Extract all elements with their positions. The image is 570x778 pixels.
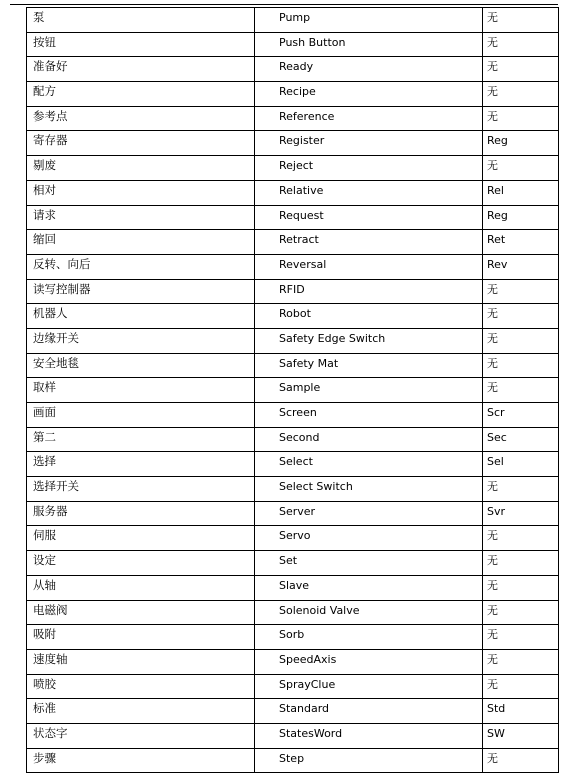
chinese-term-cell	[27, 8, 255, 33]
table-row	[27, 427, 559, 452]
english-term-cell	[255, 106, 483, 131]
table-row	[27, 353, 559, 378]
table-row	[27, 106, 559, 131]
english-term-cell-text: Sorb	[279, 628, 305, 642]
english-term-cell-text: Reversal	[279, 257, 327, 271]
english-term-cell	[255, 551, 483, 576]
table-row	[27, 501, 559, 526]
chinese-term-cell-text: 反转、向后	[33, 256, 91, 271]
english-term-cell-text: Retract	[279, 233, 319, 247]
chinese-term-cell	[27, 526, 255, 551]
abbreviation-cell-text: 无	[487, 381, 498, 395]
chinese-term-cell-text: 从轴	[33, 577, 56, 592]
abbreviation-cell	[483, 723, 559, 748]
english-term-cell-text: Reject	[279, 159, 314, 173]
chinese-term-cell	[27, 600, 255, 625]
chinese-term-cell-text: 第二	[33, 429, 56, 444]
header-rule	[10, 4, 558, 5]
chinese-term-cell-text: 吸附	[33, 627, 56, 642]
english-term-cell-text: Push Button	[279, 35, 346, 49]
chinese-term-cell-text: 请求	[33, 207, 56, 222]
english-term-cell-text: Solenoid Valve	[279, 603, 360, 617]
chinese-term-cell	[27, 674, 255, 699]
chinese-term-cell	[27, 205, 255, 230]
table-row	[27, 674, 559, 699]
chinese-term-cell	[27, 156, 255, 181]
abbreviation-cell-text: Reg	[487, 208, 508, 222]
table-row	[27, 526, 559, 551]
abbreviation-cell	[483, 180, 559, 205]
table-row	[27, 551, 559, 576]
abbreviation-cell	[483, 106, 559, 131]
english-term-cell	[255, 353, 483, 378]
chinese-term-cell-text: 安全地毯	[33, 355, 79, 370]
abbreviation-cell-text: 无	[487, 480, 498, 494]
english-term-cell-text: SpeedAxis	[279, 652, 337, 666]
chinese-term-cell-text: 按钮	[33, 34, 56, 49]
abbreviation-cell	[483, 279, 559, 304]
abbreviation-cell	[483, 353, 559, 378]
chinese-term-cell	[27, 748, 255, 773]
abbreviation-cell	[483, 131, 559, 156]
english-term-cell	[255, 82, 483, 107]
chinese-term-cell	[27, 230, 255, 255]
abbreviation-cell	[483, 674, 559, 699]
abbreviation-cell-text: 无	[487, 307, 498, 321]
english-term-cell	[255, 8, 483, 33]
english-term-cell-text: Reference	[279, 109, 335, 123]
english-term-cell	[255, 625, 483, 650]
abbreviation-cell	[483, 230, 559, 255]
english-term-cell-text: Relative	[279, 183, 324, 197]
table-row	[27, 649, 559, 674]
abbreviation-cell	[483, 32, 559, 57]
english-term-cell	[255, 674, 483, 699]
abbreviation-cell-text: 无	[487, 60, 498, 74]
chinese-term-cell-text: 读写控制器	[33, 281, 91, 296]
abbreviation-cell-text: 无	[487, 652, 498, 666]
table-row	[27, 57, 559, 82]
abbreviation-cell-text: 无	[487, 356, 498, 370]
chinese-term-cell	[27, 575, 255, 600]
english-term-cell	[255, 279, 483, 304]
chinese-term-cell-text: 标准	[33, 701, 56, 716]
english-term-cell-text: Sample	[279, 381, 321, 395]
abbreviation-cell	[483, 501, 559, 526]
chinese-term-cell	[27, 378, 255, 403]
table-row	[27, 600, 559, 625]
english-term-cell	[255, 328, 483, 353]
abbreviation-cell-text: 无	[487, 677, 498, 691]
abbreviation-cell	[483, 551, 559, 576]
table-row	[27, 279, 559, 304]
english-term-cell-text: Set	[279, 554, 298, 568]
english-term-cell	[255, 501, 483, 526]
english-term-cell	[255, 723, 483, 748]
chinese-term-cell-text: 准备好	[33, 59, 68, 74]
terminology-table	[26, 7, 559, 773]
abbreviation-cell-text: 无	[487, 554, 498, 568]
table-row	[27, 205, 559, 230]
english-term-cell-text: Standard	[279, 702, 330, 716]
chinese-term-cell	[27, 131, 255, 156]
chinese-term-cell	[27, 106, 255, 131]
abbreviation-cell	[483, 82, 559, 107]
chinese-term-cell-text: 伺服	[33, 528, 56, 543]
english-term-cell-text: Select	[279, 455, 313, 469]
chinese-term-cell-text: 配方	[33, 84, 56, 99]
english-term-cell-text: SprayClue	[279, 677, 336, 691]
english-term-cell	[255, 427, 483, 452]
english-term-cell-text: RFID	[279, 282, 305, 296]
abbreviation-cell-text: Rev	[487, 257, 508, 271]
abbreviation-cell-text: Std	[487, 702, 506, 716]
abbreviation-cell-text: 无	[487, 109, 498, 123]
abbreviation-cell-text: 无	[487, 11, 498, 24]
chinese-term-cell	[27, 625, 255, 650]
table-row	[27, 156, 559, 181]
abbreviation-cell	[483, 452, 559, 477]
table-row	[27, 328, 559, 353]
chinese-term-cell	[27, 353, 255, 378]
english-term-cell-text: Slave	[279, 578, 310, 592]
chinese-term-cell-text: 寄存器	[33, 133, 68, 148]
chinese-term-cell	[27, 82, 255, 107]
abbreviation-cell-text: Rel	[487, 183, 504, 197]
abbreviation-cell	[483, 378, 559, 403]
table-row	[27, 723, 559, 748]
table-row	[27, 625, 559, 650]
chinese-term-cell-text: 机器人	[33, 306, 68, 321]
abbreviation-cell-text: Reg	[487, 134, 508, 148]
chinese-term-cell-text: 服务器	[33, 503, 68, 518]
chinese-term-cell	[27, 403, 255, 428]
abbreviation-cell	[483, 748, 559, 773]
english-term-cell	[255, 230, 483, 255]
abbreviation-cell	[483, 600, 559, 625]
abbreviation-cell	[483, 8, 559, 33]
english-term-cell-text: Request	[279, 208, 324, 222]
chinese-term-cell-text: 状态字	[33, 725, 68, 740]
abbreviation-cell-text: 无	[487, 159, 498, 173]
english-term-cell-text: Register	[279, 134, 325, 148]
english-term-cell-text: Screen	[279, 406, 317, 419]
english-term-cell	[255, 131, 483, 156]
chinese-term-cell	[27, 32, 255, 57]
abbreviation-cell	[483, 649, 559, 674]
english-term-cell	[255, 477, 483, 502]
english-term-cell	[255, 304, 483, 329]
english-term-cell-text: Robot	[279, 307, 311, 321]
abbreviation-cell	[483, 254, 559, 279]
chinese-term-cell	[27, 254, 255, 279]
english-term-cell-text: Server	[279, 504, 316, 518]
chinese-term-cell-text: 取样	[33, 380, 56, 395]
abbreviation-cell	[483, 156, 559, 181]
abbreviation-cell	[483, 403, 559, 428]
chinese-term-cell-text: 电磁阀	[33, 602, 68, 617]
abbreviation-cell-text: 无	[487, 578, 498, 592]
abbreviation-cell-text: 无	[487, 282, 498, 296]
chinese-term-cell	[27, 723, 255, 748]
english-term-cell-text: Ready	[279, 60, 314, 74]
chinese-term-cell-text: 参考点	[33, 108, 68, 123]
chinese-term-cell-text: 选择	[33, 454, 56, 469]
table-row	[27, 378, 559, 403]
chinese-term-cell-text: 喷胶	[33, 676, 56, 691]
abbreviation-cell-text: 无	[487, 331, 498, 345]
english-term-cell-text: Step	[279, 751, 305, 765]
english-term-cell-text: Safety Edge Switch	[279, 331, 386, 345]
table-row	[27, 403, 559, 428]
abbreviation-cell	[483, 575, 559, 600]
english-term-cell	[255, 32, 483, 57]
abbreviation-cell	[483, 205, 559, 230]
english-term-cell-text: Pump	[279, 11, 311, 24]
english-term-cell	[255, 649, 483, 674]
table-row	[27, 748, 559, 773]
english-term-cell-text: Safety Mat	[279, 356, 339, 370]
table-row	[27, 304, 559, 329]
table-row	[27, 230, 559, 255]
abbreviation-cell-text: 无	[487, 529, 498, 543]
english-term-cell	[255, 699, 483, 724]
abbreviation-cell-text: 无	[487, 85, 498, 99]
table-row	[27, 477, 559, 502]
abbreviation-cell	[483, 427, 559, 452]
chinese-term-cell	[27, 427, 255, 452]
abbreviation-cell	[483, 625, 559, 650]
chinese-term-cell	[27, 180, 255, 205]
chinese-term-cell	[27, 551, 255, 576]
chinese-term-cell-text: 边缘开关	[33, 330, 79, 345]
abbreviation-cell-text: Ret	[487, 233, 506, 247]
chinese-term-cell	[27, 328, 255, 353]
table-row	[27, 8, 559, 33]
english-term-cell	[255, 378, 483, 403]
table-body	[27, 8, 559, 773]
table-row	[27, 131, 559, 156]
abbreviation-cell-text: SW	[487, 726, 505, 740]
table-row	[27, 254, 559, 279]
chinese-term-cell	[27, 452, 255, 477]
chinese-term-cell-text: 相对	[33, 182, 56, 197]
abbreviation-cell-text: Scr	[487, 406, 505, 419]
table-row	[27, 699, 559, 724]
chinese-term-cell-text: 剔废	[33, 158, 56, 173]
table-row	[27, 180, 559, 205]
abbreviation-cell-text: Sec	[487, 430, 507, 444]
table-row	[27, 575, 559, 600]
english-term-cell	[255, 156, 483, 181]
english-term-cell-text: Recipe	[279, 85, 316, 99]
english-term-cell	[255, 254, 483, 279]
chinese-term-cell-text: 泵	[33, 10, 45, 24]
abbreviation-cell	[483, 699, 559, 724]
abbreviation-cell-text: 无	[487, 628, 498, 642]
english-term-cell	[255, 403, 483, 428]
abbreviation-cell	[483, 526, 559, 551]
abbreviation-cell-text: 无	[487, 751, 498, 765]
abbreviation-cell-text: 无	[487, 603, 498, 617]
chinese-term-cell-text: 画面	[33, 405, 56, 419]
chinese-term-cell-text: 设定	[33, 553, 56, 568]
abbreviation-cell	[483, 304, 559, 329]
table-row	[27, 32, 559, 57]
table-row	[27, 82, 559, 107]
english-term-cell	[255, 452, 483, 477]
english-term-cell-text: Select Switch	[279, 480, 353, 494]
english-term-cell	[255, 748, 483, 773]
chinese-term-cell-text: 选择开关	[33, 479, 79, 494]
english-term-cell	[255, 57, 483, 82]
chinese-term-cell	[27, 304, 255, 329]
chinese-term-cell	[27, 649, 255, 674]
abbreviation-cell	[483, 328, 559, 353]
table-row	[27, 452, 559, 477]
abbreviation-cell-text: Svr	[487, 504, 506, 518]
chinese-term-cell-text: 步骤	[33, 750, 56, 765]
english-term-cell	[255, 180, 483, 205]
chinese-term-cell	[27, 501, 255, 526]
chinese-term-cell	[27, 279, 255, 304]
english-term-cell	[255, 526, 483, 551]
abbreviation-cell	[483, 57, 559, 82]
chinese-term-cell	[27, 57, 255, 82]
abbreviation-cell-text: 无	[487, 35, 498, 49]
chinese-term-cell-text: 速度轴	[33, 651, 68, 666]
english-term-cell-text: Second	[279, 430, 320, 444]
chinese-term-cell	[27, 699, 255, 724]
english-term-cell-text: Servo	[279, 529, 311, 543]
abbreviation-cell	[483, 477, 559, 502]
english-term-cell-text: StatesWord	[279, 726, 343, 740]
chinese-term-cell	[27, 477, 255, 502]
chinese-term-cell-text: 缩回	[33, 232, 56, 247]
english-term-cell	[255, 205, 483, 230]
english-term-cell	[255, 575, 483, 600]
english-term-cell	[255, 600, 483, 625]
abbreviation-cell-text: Sel	[487, 455, 504, 469]
